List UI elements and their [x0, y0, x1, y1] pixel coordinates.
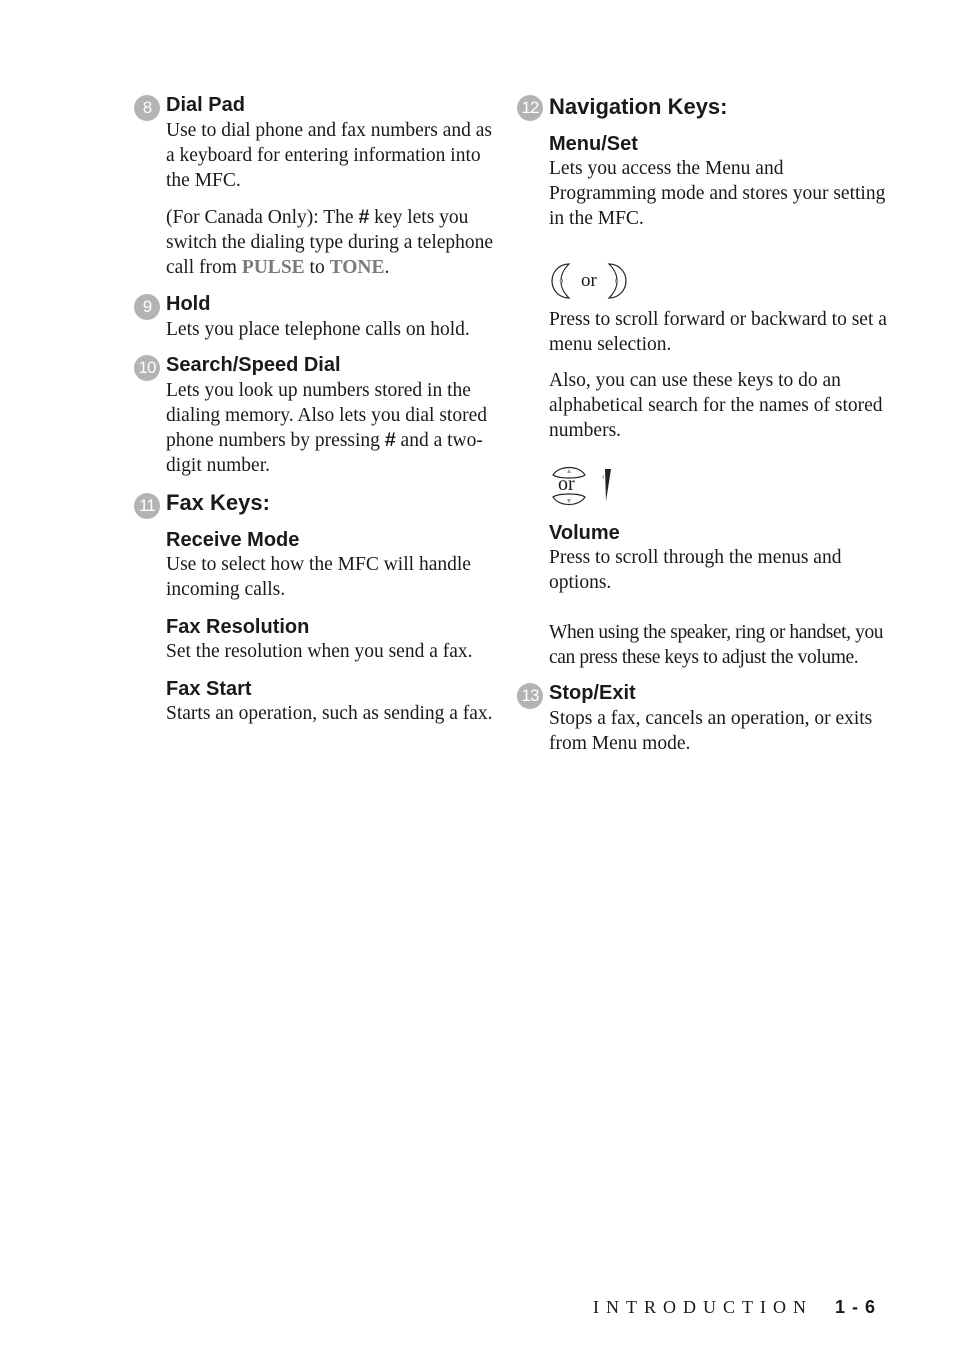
- section-search-speed-dial: [134, 352, 504, 478]
- right-arrow-key-icon: [603, 262, 629, 300]
- volume-wedge-icon: [599, 467, 613, 503]
- item-number-9-icon: 9: [134, 294, 160, 320]
- page-number: 1 - 6: [834, 1297, 876, 1317]
- receive-mode-heading: Receive Mode: [166, 529, 300, 551]
- hold-text: Lets you place telephone calls on hold.: [166, 319, 470, 340]
- left-column: [134, 92, 504, 726]
- dial-pad-canada-text: (For Canada Only): The # key lets you switch the dialing type during a telephone call from PULSE to TONE.: [166, 206, 494, 278]
- stop-exit-text: Stops a fax, cancels an operation, or exits from Menu mode.: [549, 708, 873, 754]
- section-stop-exit: [517, 680, 889, 756]
- fax-keys-heading: Fax Keys:: [166, 490, 270, 515]
- item-number-10-icon: 10: [134, 355, 160, 381]
- item-number-11-icon: 11: [134, 493, 160, 519]
- item-number-8-icon: 8: [134, 95, 160, 121]
- fax-resolution-heading: Fax Resolution: [166, 616, 310, 638]
- pulse-label: PULSE: [241, 257, 305, 278]
- fax-resolution-text: Set the resolution when you send a fax.: [166, 641, 473, 662]
- page-footer: [593, 1297, 876, 1318]
- search-speed-dial-heading: Search/Speed Dial: [166, 354, 341, 376]
- left-arrow-key-icon: [549, 262, 575, 300]
- section-navigation-keys: [517, 92, 889, 670]
- up-down-keys: [549, 461, 889, 513]
- hold-heading: Hold: [166, 293, 211, 315]
- or-label: or: [581, 270, 597, 291]
- volume-heading: Volume: [549, 522, 620, 544]
- footer-section-title: INTRODUCTION: [592, 1297, 813, 1317]
- left-right-keys: [549, 261, 889, 301]
- section-fax-keys: [134, 488, 504, 726]
- menu-set-text: Lets you access the Menu and Programming mode and stores your setting in the MFC.: [549, 158, 886, 229]
- fax-start-text: Starts an operation, such as sending a fax.: [166, 703, 493, 724]
- volume-text: Press to scroll through the menus and options.: [549, 547, 842, 593]
- search-speed-dial-text: Lets you look up numbers stored in the dialing memory. Also lets you dial stored phone numbers by pressing # and a two-digit number.: [166, 380, 487, 476]
- item-number-13-icon: 13: [517, 683, 543, 709]
- tone-label: TONE: [329, 257, 385, 278]
- dial-pad-heading: Dial Pad: [166, 94, 245, 116]
- scroll-text: Press to scroll forward or backward to set a menu selection.: [549, 309, 887, 355]
- fax-start-heading: Fax Start: [166, 678, 252, 700]
- dial-pad-text: Use to dial phone and fax numbers and as a keyboard for entering information into the MFC.: [166, 120, 492, 191]
- volume-adjust-text: When using the speaker, ring or handset, you can press these keys to adjust the volume.: [549, 622, 884, 668]
- item-number-12-icon: 12: [517, 95, 543, 121]
- stop-exit-heading: Stop/Exit: [549, 682, 636, 704]
- menu-set-heading: Menu/Set: [549, 133, 638, 155]
- alphabetical-search-text: Also, you can use these keys to do an alphabetical search for the names of stored numbers.: [549, 370, 883, 441]
- section-hold: [134, 291, 504, 342]
- right-column: [517, 92, 889, 756]
- section-dial-pad: [134, 92, 504, 280]
- navigation-keys-heading: Navigation Keys:: [549, 94, 728, 119]
- receive-mode-text: Use to select how the MFC will handle incoming calls.: [166, 554, 471, 600]
- or-label-volume: or: [558, 473, 575, 495]
